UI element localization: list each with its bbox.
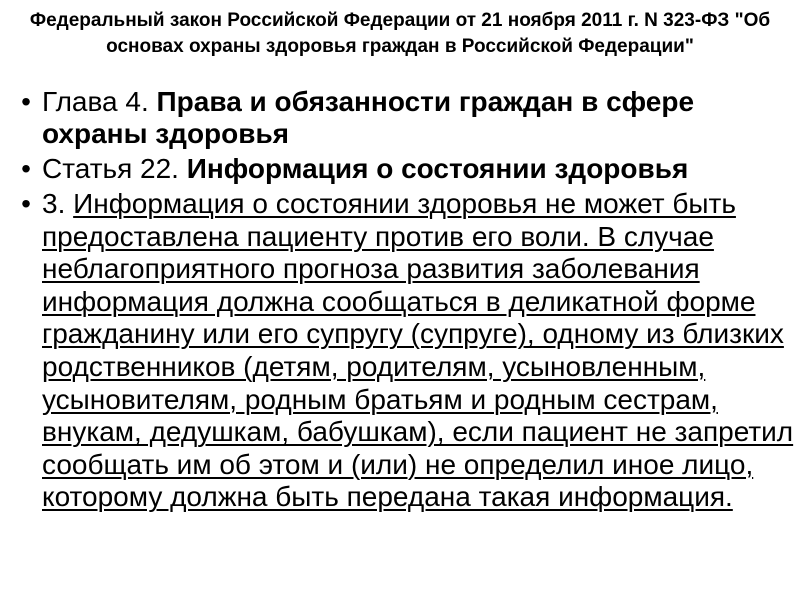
bullet-dot-icon: • — [21, 86, 31, 117]
chapter-prefix: Глава 4. — [42, 86, 149, 117]
bullet-clause — [8, 188, 794, 514]
bullet-chapter — [8, 86, 794, 150]
clause-text: Информация о состоянии здоровья не может быть предоставлена пациенту против его воли. В случае неблагоприятного прогноза развития заболевания информация должна сообщаться в деликатной форме гражданину или его супругу (супруге), одному из близких родственников (детям, родителям, усыновленным, усыновителям, родным братьям и родным сестрам, внукам, дедушкам, бабушкам), если пациент не запретил сообщать им об этом и (или) не определил иное лицо, которому должна быть передана такая информация. — [42, 188, 794, 513]
slide-title: Федеральный закон Российской Федерации от 21 ноября 2011 г. N 323-ФЗ "Об основах охраны здоровья граждан в Российской Федерации" — [29, 10, 771, 57]
chapter-title: Права и обязанности граждан в сфере охраны здоровья — [42, 86, 695, 149]
bullet-dot-icon: • — [21, 153, 31, 184]
clause-number: 3. — [42, 188, 66, 219]
bullet-dot-icon: • — [21, 188, 31, 219]
bullet-list — [8, 86, 794, 517]
article-prefix: Статья 22. — [42, 153, 179, 184]
article-title: Информация о состоянии здоровья — [186, 153, 689, 184]
bullet-article — [8, 153, 794, 185]
